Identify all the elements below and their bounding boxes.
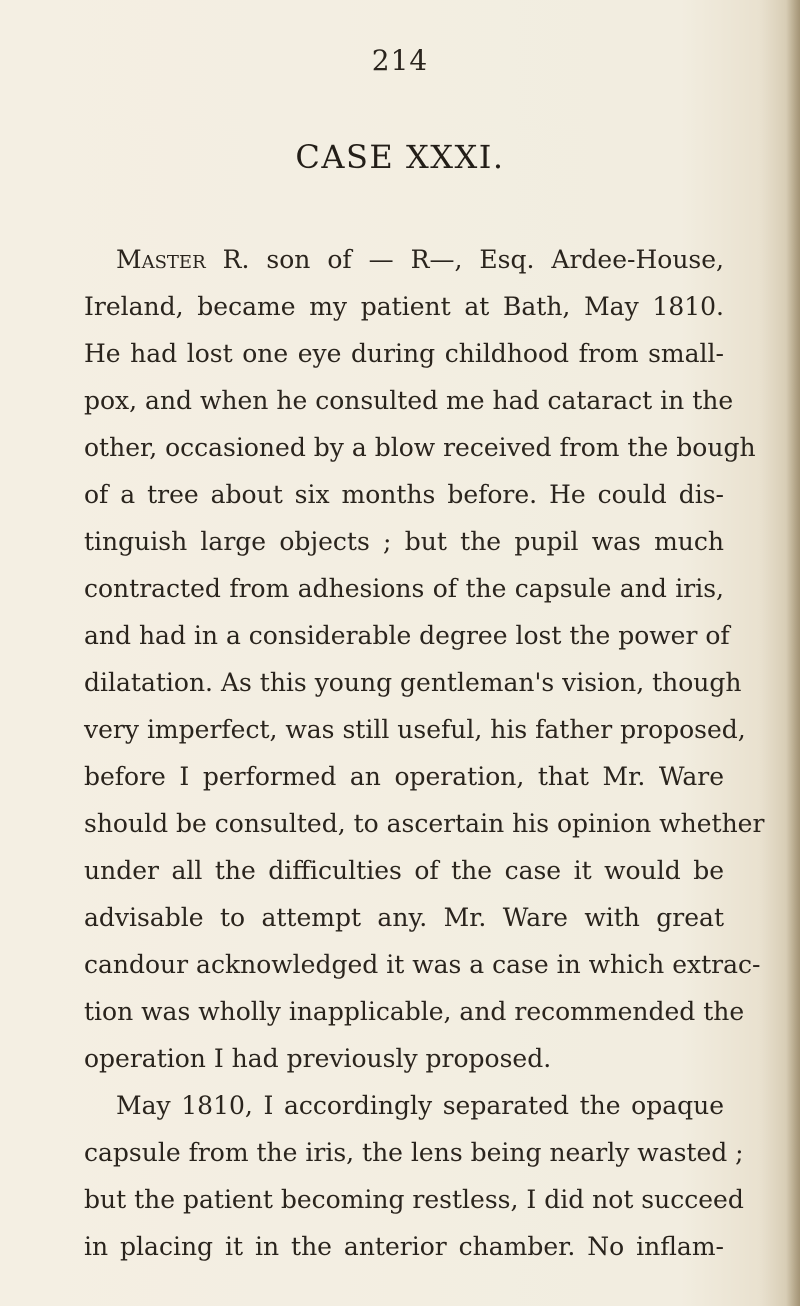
text-line: dilatation. As this young gentleman's vision, though — [84, 668, 742, 697]
text-line: other, occasioned by a blow received from the bough — [84, 433, 756, 462]
text-line: He had lost one eye during childhood from small- — [84, 339, 724, 368]
text-line — [84, 236, 724, 283]
text-line: May 1810, I accordingly separated the opaque — [116, 1091, 724, 1120]
lead-small-caps: Master — [116, 245, 206, 274]
text-line: capsule from the iris, the lens being nearly wasted ; — [84, 1138, 744, 1167]
text-line: tion was wholly inapplicable, and recommended the — [84, 997, 745, 1026]
text-line: contracted from adhesions of the capsule and iris, — [84, 574, 724, 603]
text-line: under all the difficulties of the case it would be — [84, 856, 724, 885]
text-line: Ireland, became my patient at Bath, May 1810. — [84, 292, 724, 321]
case-heading: CASE XXXI. — [295, 138, 505, 176]
text-line: of a tree about six months before. He could dis- — [84, 480, 724, 509]
body-text — [84, 236, 765, 1270]
text-line-content: R. son of — R—, Esq. Ardee-House, — [205, 245, 724, 274]
text-line: pox, and when he consulted me had cataract in the — [84, 386, 734, 415]
page-edge-shadow — [786, 0, 800, 1306]
text-line: tinguish large objects ; but the pupil was much — [84, 527, 724, 556]
text-line: and had in a considerable degree lost the power of — [84, 621, 730, 650]
text-line: operation I had previously proposed. — [84, 1044, 552, 1073]
text-line: but the patient becoming restless, I did not succeed — [84, 1185, 744, 1214]
text-line: should be consulted, to ascertain his opinion whether — [84, 809, 765, 838]
text-line: candour acknowledged it was a case in which extrac- — [84, 950, 761, 979]
text-line: very imperfect, was still useful, his father proposed, — [84, 715, 746, 744]
text-line: before I performed an operation, that Mr. Ware — [84, 762, 724, 791]
page-number: 214 — [371, 44, 429, 77]
text-line: advisable to attempt any. Mr. Ware with great — [84, 903, 724, 932]
text-line: in placing it in the anterior chamber. No inflam- — [84, 1232, 724, 1261]
